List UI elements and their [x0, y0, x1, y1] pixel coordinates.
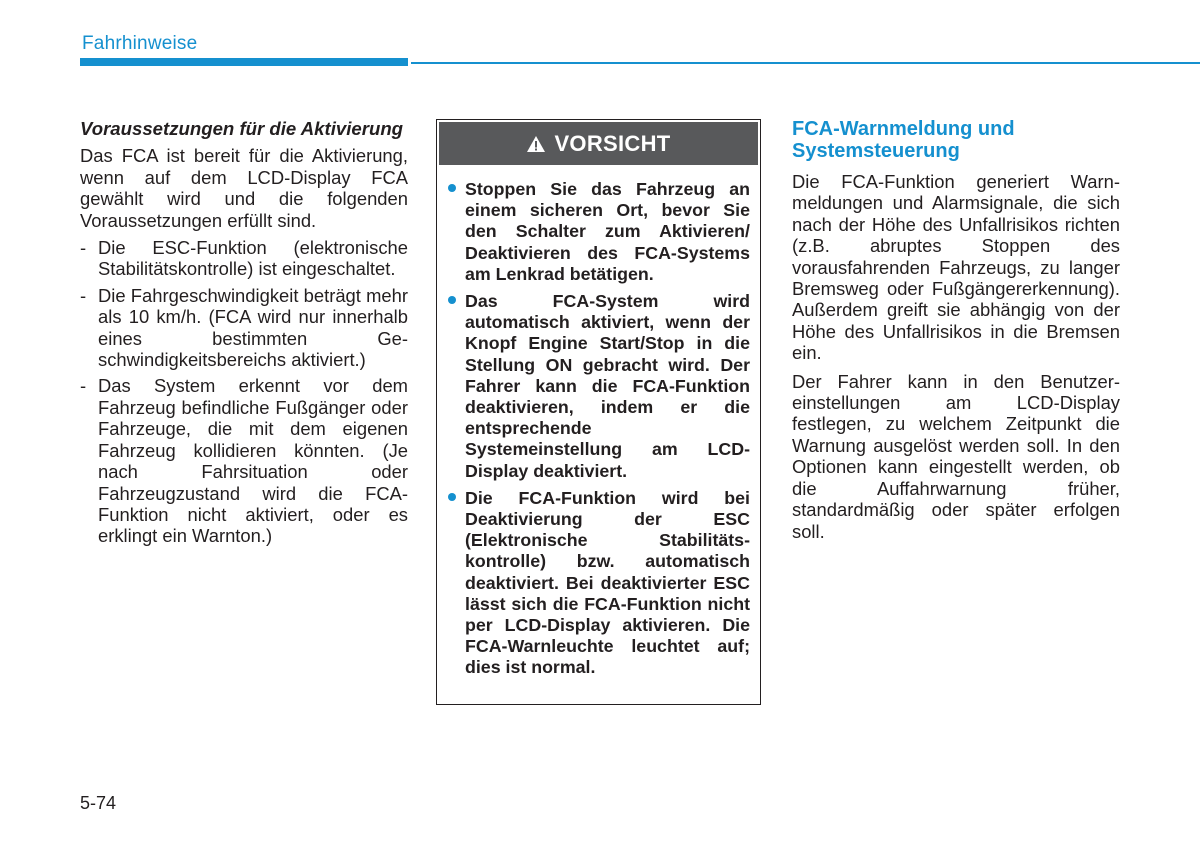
list-item-text: Die ESC-Funktion (elektronische Stabilitätskontrolle) ist eingeschaltet.: [98, 237, 408, 280]
page-number: 5-74: [80, 793, 117, 813]
left-column: [80, 118, 408, 552]
paragraph: Der Fahrer kann in den Benutzereinstellungen am LCD-Display festlegen, zu welchem Zeitpunkt die Warnung ausgelöst werden soll. In den Optionen kann eingestellt werden, ob die Auffahrwarnung früher, standardmäßig oder später erfolgen soll.: [792, 370, 1120, 542]
caution-item: [465, 291, 750, 482]
caution-header: [439, 122, 758, 165]
list-item: [80, 237, 408, 280]
caution-item-text: Das FCA-System wird automatisch aktiviert, wenn der Knopf Engine Start/Stop in die Stellung ON gebracht wird. Der Fahrer kann die FCA-Funktion deaktivieren, indem er die entsprechende Systemeinstellung am LCD-Display deaktiviert.: [465, 291, 750, 481]
caution-item: [465, 488, 750, 679]
header-rule-thin: [411, 62, 1200, 64]
warning-triangle-icon: [526, 135, 546, 153]
caution-item: [465, 179, 750, 285]
section-header-title: Fahrhinweise: [82, 33, 198, 54]
caution-item-text: Die FCA-Funktion wird bei Deaktivierung der ESC (Elektronische Stabilitätskontrolle) bzw. automatisch deaktiviert. Bei deaktivierter ESC lässt sich die FCA-Funktion nicht per LCD-Display aktivieren. Die FCA-Warnleuchte leuchtet auf; dies ist normal.: [465, 487, 750, 678]
list-item: [80, 375, 408, 546]
caution-box: [436, 119, 761, 705]
activation-intro-paragraph: Das FCA ist bereit für die Aktivierung, wenn auf dem LCD-Display FCA gewählt wird und die folgenden Voraussetzungen erfüllt sind.: [80, 145, 408, 231]
caution-list: [437, 165, 760, 679]
caution-title: VORSICHT: [554, 130, 671, 156]
list-item: [80, 285, 408, 371]
dash-marker: -: [80, 284, 87, 306]
list-item-text: Das System erkennt vor dem Fahrzeug befindliche Fußgänger oder Fahrzeuge, die mit dem eigenen Fahrzeug kollidieren könnten. (Je nach Fahrsituation oder Fahrzeugzustand wird die FCA-Funktion nicht aktiviert, oder es erklingt ein Warnton.): [98, 375, 408, 547]
bullet-icon: [448, 493, 456, 501]
warning-control-heading: FCA-Warnmeldung und Systemsteuerung: [792, 118, 1015, 162]
right-column: [792, 118, 1120, 549]
paragraph: Die FCA-Funktion generiert Warnmeldungen und Alarmsignale, die sich nach der Höhe des Unfallrisikos richten (z.B. abruptes Stoppen des vorausfahrenden Fahrzeugs, zu langer Bremsweg oder Fußgängererkennung). Außerdem greift sie abhängig von der Höhe des Unfallrisikos in die Bremsen ein.: [792, 171, 1120, 364]
list-item-text: Die Fahrgeschwindigkeit beträgt mehr als 10 km/h. (FCA wird nur innerhalb eines bestimmten Geschwindigkeitsbereichs aktiviert.): [98, 284, 408, 371]
dash-marker: -: [80, 237, 87, 259]
header-rule-thick: [80, 58, 408, 66]
dash-marker: -: [80, 375, 87, 397]
caution-item-text: Stoppen Sie das Fahrzeug an einem sicheren Ort, bevor Sie den Schalter zum Aktivieren/ Deaktivieren des FCA-Systems am Lenkrad betätigen.: [465, 179, 750, 284]
bullet-icon: [448, 296, 456, 304]
activation-conditions-heading: Voraussetzungen für die Aktivierung: [80, 118, 404, 139]
bullet-icon: [448, 184, 456, 192]
activation-conditions-list: [80, 237, 408, 547]
